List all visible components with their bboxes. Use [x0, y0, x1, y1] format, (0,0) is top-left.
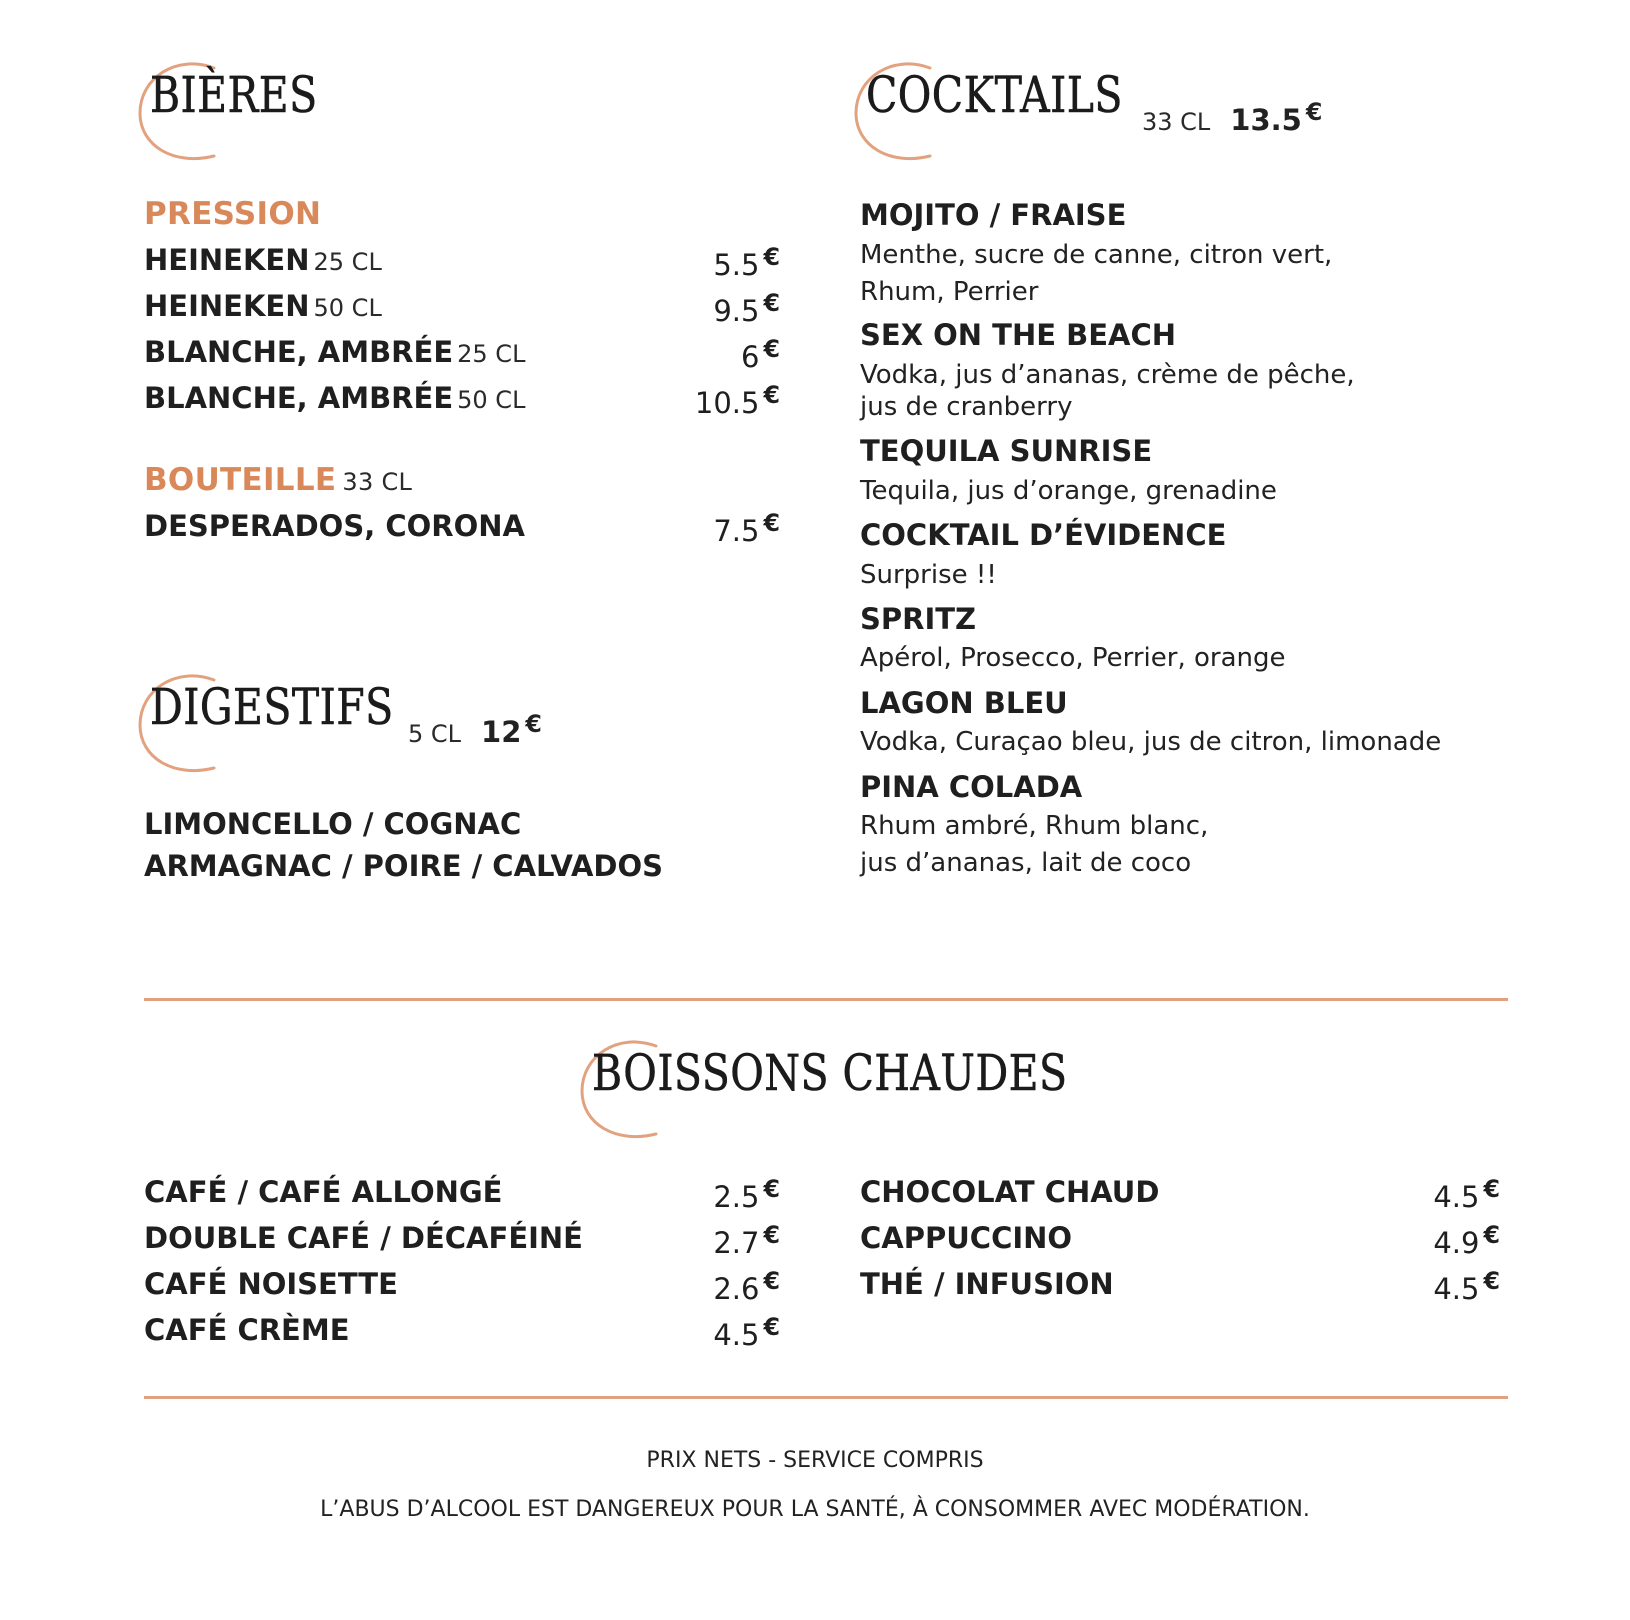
- item-name: HEINEKEN: [144, 289, 310, 323]
- cocktail-description: Surprise !!: [860, 560, 997, 590]
- divider: [144, 998, 1508, 1001]
- section-title: BOISSONS CHAUDES: [592, 1044, 1068, 1102]
- section-size: 33 CL: [1142, 107, 1211, 136]
- euro-symbol: €: [1305, 98, 1323, 126]
- menu-row: [860, 1267, 1500, 1307]
- euro-symbol: €: [763, 1313, 780, 1341]
- cocktail-description: jus de cranberry: [860, 392, 1073, 422]
- euro-symbol: €: [763, 1267, 780, 1295]
- menu-row: [860, 1175, 1500, 1215]
- item-price: 4.5: [1433, 1271, 1480, 1306]
- euro-symbol: €: [763, 381, 780, 409]
- subsection-bouteille: [144, 462, 412, 498]
- item-size: 50 CL: [457, 386, 526, 414]
- euro-symbol: €: [763, 289, 780, 317]
- item-price: 6: [741, 339, 760, 374]
- footer-alcohol-warning: L’ABUS D’ALCOOL EST DANGEREUX POUR LA SANTÉ, À CONSOMMER AVEC MODÉRATION.: [320, 1497, 1310, 1522]
- euro-symbol: €: [1483, 1175, 1500, 1203]
- menu-row: [144, 289, 780, 329]
- cocktail-description: Menthe, sucre de canne, citron vert,: [860, 240, 1333, 270]
- divider: [144, 1396, 1508, 1399]
- section-price: 13.5: [1230, 102, 1302, 137]
- menu-row: [144, 335, 780, 375]
- section-header-cocktails: [852, 58, 1552, 168]
- euro-symbol: €: [763, 1221, 780, 1249]
- item-name: BLANCHE, AMBRÉE: [144, 381, 454, 415]
- digestifs-line: LIMONCELLO / COGNAC: [144, 807, 522, 841]
- item-price: 4.9: [1433, 1225, 1480, 1260]
- cocktail-description: jus d’ananas, lait de coco: [860, 848, 1192, 878]
- menu-row: [144, 381, 780, 421]
- item-name: BLANCHE, AMBRÉE: [144, 335, 454, 369]
- cocktail-name: LAGON BLEU: [860, 686, 1068, 720]
- cocktail-description: Tequila, jus d’orange, grenadine: [860, 476, 1277, 506]
- item-price: 10.5: [694, 385, 760, 420]
- item-name: HEINEKEN: [144, 243, 310, 277]
- euro-symbol: €: [763, 243, 780, 271]
- euro-symbol: €: [763, 1175, 780, 1203]
- item-name: DOUBLE CAFÉ / DÉCAFÉINÉ: [144, 1221, 583, 1255]
- footer-prices-note: PRIX NETS - SERVICE COMPRIS: [646, 1448, 984, 1473]
- euro-symbol: €: [763, 335, 780, 363]
- item-size: 50 CL: [313, 294, 382, 322]
- subsection-size: 33 CL: [342, 468, 413, 496]
- menu-row: [144, 1267, 780, 1307]
- item-price: 2.7: [713, 1225, 760, 1260]
- digestifs-line: ARMAGNAC / POIRE / CALVADOS: [144, 849, 664, 883]
- item-name: CAFÉ CRÈME: [144, 1313, 350, 1347]
- item-name: CAFÉ NOISETTE: [144, 1267, 398, 1301]
- cocktail-description: Vodka, jus d’ananas, crème de pêche,: [860, 360, 1355, 390]
- subsection-pression: [144, 196, 321, 232]
- menu-row: [144, 1175, 780, 1215]
- item-size: 25 CL: [313, 248, 382, 276]
- item-size: 25 CL: [457, 340, 526, 368]
- euro-symbol: €: [1483, 1221, 1500, 1249]
- euro-symbol: €: [525, 710, 542, 738]
- cocktail-name: COCKTAIL D’ÉVIDENCE: [860, 518, 1227, 552]
- item-price: 4.5: [713, 1317, 760, 1352]
- cocktail-description: Apérol, Prosecco, Perrier, orange: [860, 643, 1286, 673]
- item-price: 7.5: [713, 513, 760, 548]
- menu-row: [144, 1313, 780, 1353]
- menu-row: [144, 509, 780, 549]
- item-name: DESPERADOS, CORONA: [144, 509, 525, 543]
- item-name: CAFÉ / CAFÉ ALLONGÉ: [144, 1175, 503, 1209]
- item-price: 4.5: [1433, 1179, 1480, 1214]
- cocktail-name: TEQUILA SUNRISE: [860, 434, 1153, 468]
- item-price: 9.5: [713, 293, 760, 328]
- item-price: 2.5: [713, 1179, 760, 1214]
- menu-row: [860, 1221, 1500, 1261]
- euro-symbol: €: [763, 509, 780, 537]
- item-price: 2.6: [713, 1271, 760, 1306]
- euro-symbol: €: [1483, 1267, 1500, 1295]
- cocktail-name: PINA COLADA: [860, 770, 1083, 804]
- item-name: CHOCOLAT CHAUD: [860, 1175, 1160, 1209]
- section-title: COCKTAILS: [866, 66, 1123, 124]
- subsection-label: BOUTEILLE: [144, 462, 337, 498]
- item-name: CAPPUCCINO: [860, 1221, 1073, 1255]
- section-title: DIGESTIFS: [150, 678, 394, 736]
- section-header-digestifs: [136, 670, 736, 780]
- cocktail-description: Rhum, Perrier: [860, 277, 1039, 307]
- item-name: THÉ / INFUSION: [860, 1267, 1114, 1301]
- section-price: 12: [481, 714, 522, 749]
- cocktail-name: SEX ON THE BEACH: [860, 318, 1177, 352]
- cocktail-name: MOJITO / FRAISE: [860, 198, 1127, 232]
- section-header-boissons-chaudes: [578, 1036, 1098, 1146]
- subsection-label: PRESSION: [144, 196, 322, 232]
- item-price: 5.5: [713, 247, 760, 282]
- section-size: 5 CL: [408, 719, 462, 748]
- cocktail-name: SPRITZ: [860, 602, 977, 636]
- menu-row: [144, 1221, 780, 1261]
- cocktail-description: Rhum ambré, Rhum blanc,: [860, 811, 1209, 841]
- section-title: BIÈRES: [150, 66, 318, 124]
- menu-row: [144, 243, 780, 283]
- cocktail-description: Vodka, Curaçao bleu, jus de citron, limonade: [860, 727, 1442, 757]
